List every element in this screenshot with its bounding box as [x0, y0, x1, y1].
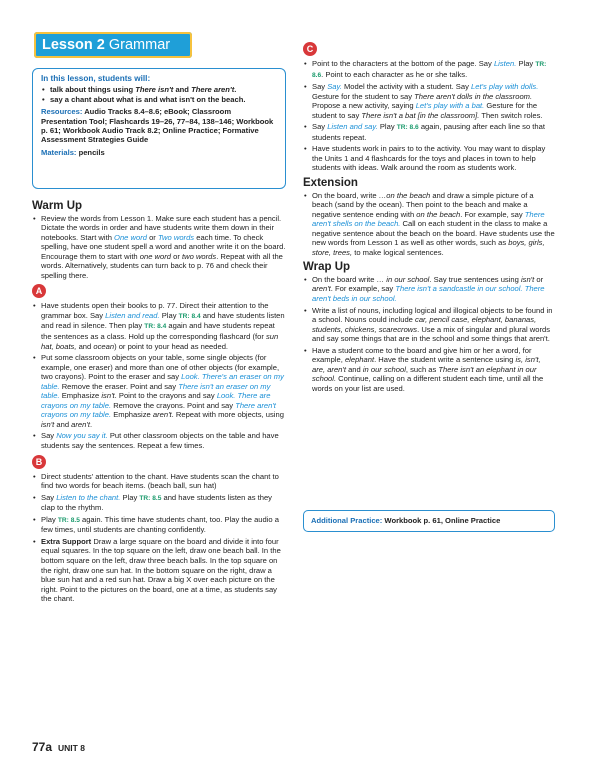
section-c-list: [303, 59, 555, 173]
unit-label: UNIT 8: [58, 743, 85, 753]
page-footer: [32, 740, 85, 754]
list-item: • Say Listen to the chant. Play TR: 8.5 and have students listen as they clap to the rhythm.: [32, 493, 286, 513]
warm-up-heading: Warm Up: [32, 200, 83, 212]
list-item: • Write a list of nouns, including logical and illogical objects to be found in a school. Nouns could include car, pencil case, elephant, bananas, students, chickens, scarecrows. Use a mix of singular and plural words and say some things that are in the school and some things that aren't.: [303, 306, 555, 344]
list-item: • Have students work in pairs to to the activity. You may want to display the Units 1 and 4 flashcards for the toys and places in town to help students with ideas. Walk around the room as students work.: [303, 144, 555, 173]
section-b-list: [32, 472, 286, 604]
wrap-up-heading: Wrap Up: [303, 261, 351, 274]
extension-list: [303, 191, 555, 258]
additional-practice-box: Additional Practice: Workbook p. 61, Online Practice: [303, 510, 555, 532]
list-item: • Have students open their books to p. 77. Direct their attention to the grammar box. Say Listen and read. Play TR: 8.4 and have students listen and read in silence. Then play TR: 8.4 again and have students repeat the sentences as a class. Hold up the corresponding flashcard (for sun hat, boats, and ocean) or point to your head as needed.: [32, 301, 286, 351]
objective-item: • say a chant about what is and what isn't on the beach.: [41, 95, 277, 104]
list-item: • On the board, write …on the beach and draw a simple picture of a beach (sand by the ocean). Then point to the beach and make a negative sentence ending with on the beach. For example, say There aren't shells on the beach. Call on each student in the class to make a negative sentence about the beach on the board. Have students use the new words from Lesson 1 as well as other words, such as boys, girls, store, trees, to make logical sentences.: [303, 191, 555, 258]
lesson-header: [34, 32, 192, 58]
section-c-marker: C: [303, 42, 317, 56]
wrap-up-list: [303, 275, 555, 394]
section-a-marker: A: [32, 284, 46, 298]
list-item: • On the board write … in our school. Say true sentences using isn't or aren't. For example, say There isn't a sandcastle in our school. There aren't beds in our school.: [303, 275, 555, 304]
list-item: • Have a student come to the board and give him or her a word, for example, elephant. Have the student write a sentence using is, isn't, are, aren't and in our school, such as There isn't an elephant in our school. Continue, calling on a different student each time, until all the words on your list are used.: [303, 346, 555, 394]
resources: Resources: Audio Tracks 8.4–8.6; eBook; Classroom Presentation Tool; Flashcards 19–26, 77–84, 138–146; Workbook p. 61; Workbook Audio Track 8.2; Online Practice; Formative Assessment Strategies Guide: [41, 107, 274, 145]
objectives-title: In this lesson, students will:: [41, 74, 151, 83]
objectives-list: [41, 85, 277, 104]
list-item: • Direct students' attention to the chant. Have students scan the chant to find two words for beach items. (beach ball, sun hat): [32, 472, 286, 491]
extension-heading: Extension: [303, 177, 358, 190]
section-b-marker: B: [32, 455, 46, 469]
objective-item: • talk about things using There isn't and There aren't.: [41, 85, 277, 94]
list-item: • Point to the characters at the bottom of the page. Say Listen. Play TR: 8.6. Point to each character as he or she talks.: [303, 59, 555, 80]
materials: Materials: pencils: [41, 147, 105, 157]
list-item: • Play TR: 8.5 again. This time have students chant, too. Play the audio a few times, until students are chanting confidently.: [32, 515, 286, 535]
objectives-box: [32, 68, 286, 189]
list-item: • Review the words from Lesson 1. Make sure each student has a pencil. Dictate the words in order and have students write them down in their notebooks. Start with One word or Two words each time. To check spelling, have one student spell a word and another write it on the board. Encourage them to start with one word or two words. Repeat with all the words. Alternatively, students can turn back to p. 76 and check their spelling there.: [32, 214, 286, 281]
list-item: • Say Now you say it. Put other classroom objects on the table and have students say the sentences. Repeat a few times.: [32, 431, 286, 450]
warm-up-list: [32, 214, 286, 281]
lesson-number: Lesson 2: [42, 37, 105, 53]
left-column: [32, 200, 286, 606]
section-a-list: [32, 301, 286, 450]
list-item: • Say Listen and say. Play TR: 8.6 again, pausing after each line so that students repeat.: [303, 122, 555, 142]
list-item: • Extra Support Draw a large square on the board and divide it into four equal squares. In the top square on the left, draw one beach ball. In the bottom square on the left, draw three beach balls. In the top square on the right, draw one sun hat. In the bottom square on the right, draw a blue sun hat and a red sun hat. Draw a big X over each picture on the right. Point to the pictures on the board, one at a time, as students say the chant.: [32, 537, 286, 604]
list-item: • Put some classroom objects on your table, some single objects (for example, one eraser) and more than one of other objects (for example, two crayons). Point to the eraser and say Look. There's an eraser on my table. Remove the eraser. Point and say There isn't an eraser on my table. Emphasize isn't. Point to the crayons and say Look. There are crayons on my table. Remove the crayons. Point and say There aren't crayons on my table. Emphasize aren't. Repeat with more objects, using isn't and aren't.: [32, 353, 286, 429]
list-item: • Say Say. Model the activity with a student. Say Let's play with dolls. Gesture for the student to say There aren't dolls in the classroom. Propose a new activity, saying Let's play with a bat. Gesture for the student to say There isn't a bat [in the classroom]. Then switch roles.: [303, 82, 555, 120]
lesson-title: Grammar: [108, 37, 171, 53]
page-number: 77a: [32, 740, 53, 754]
right-column: [303, 42, 555, 396]
